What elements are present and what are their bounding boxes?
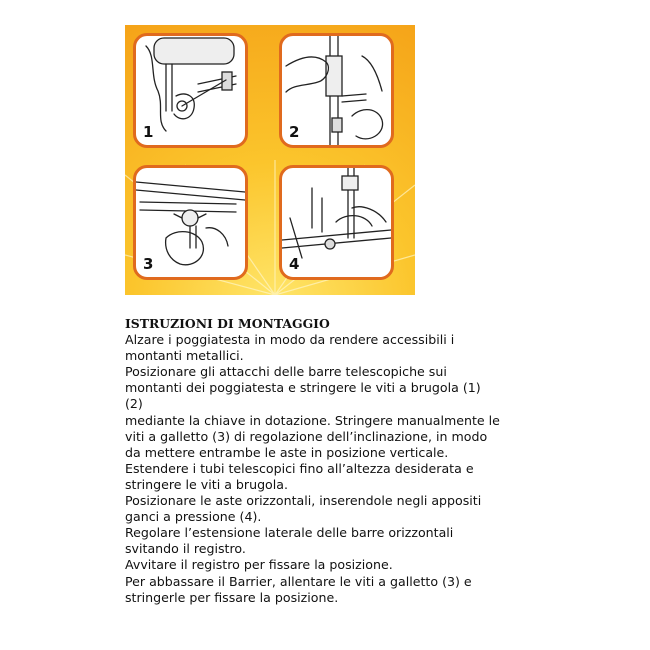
step-number: 1 [143,123,154,141]
step-panel-3 [133,165,248,280]
instruction-line: Avvitare il registro per fissare la posizione. [125,557,393,573]
instruction-line: mediante la chiave in dotazione. Stringere manualmente le [125,412,500,428]
instruction-line: Posizionare gli attacchi delle barre telescopiche sui [125,364,447,380]
instruction-line: (2) [125,396,143,412]
assembly-illustration [125,25,415,295]
instruction-line: montanti dei poggiatesta e stringere le viti a brugola (1) [125,380,481,396]
instruction-line: Posizionare le aste orizzontali, inserendole negli appositi [125,493,482,509]
instructions-section [125,316,545,606]
instruction-line: Per abbassare il Barrier, allentare le viti a galletto (3) e [125,573,472,589]
instructions-title: ISTRUZIONI DI MONTAGGIO [125,316,330,331]
instruction-line: Alzare i poggiatesta in modo da rendere accessibili i [125,332,455,348]
step-number: 2 [289,123,300,141]
step-number: 4 [289,255,300,273]
step-number: 3 [143,255,154,273]
instruction-line: svitando il registro. [125,541,246,557]
instruction-line: Estendere i tubi telescopici fino all’altezza desiderata e [125,460,474,476]
step-panel-2 [279,33,394,148]
step-panel-4 [279,165,394,280]
instruction-line: stringerle per fissare la posizione. [125,589,339,605]
instruction-line: ganci a pressione (4). [125,509,262,525]
instruction-line: Regolare l’estensione laterale delle barre orizzontali [125,525,454,541]
instruction-line: montanti metallici. [125,348,244,364]
step-panel-1 [133,33,248,148]
instruction-line: da mettere entrambe le aste in posizione verticale. [125,444,449,460]
instruction-line: stringere le viti a brugola. [125,476,288,492]
instructions-body [125,332,545,606]
instruction-line: viti a galletto (3) di regolazione dell’inclinazione, in modo [125,428,488,444]
